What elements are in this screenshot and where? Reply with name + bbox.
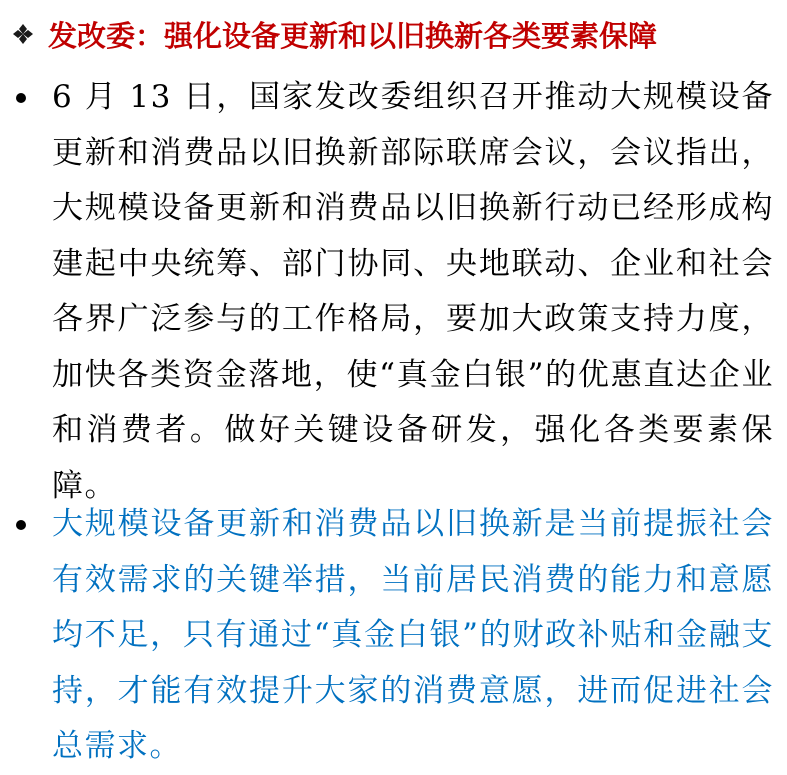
section-heading-title: 发改委：强化设备更新和以旧换新各类要素保障	[48, 18, 658, 53]
bullet-dot-icon	[16, 520, 26, 530]
bullet-text-analysis: 大规模设备更新和消费品以旧换新是当前提振社会有效需求的关键举措，当前居民消费的能力和意愿均不足，只有通过“真金白银”的财政补贴和金融支持，才能有效提升大家的消费意愿，进而促进社会总需求。	[52, 506, 774, 764]
section-heading	[12, 14, 657, 54]
bullet-dot-icon	[16, 93, 26, 103]
diamond-bullet-icon	[12, 23, 34, 45]
bullet-text-policy: 6 月 13 日，国家发改委组织召开推动大规模设备更新和消费品以旧换新部际联席会议，会议指出，大规模设备更新和消费品以旧换新行动已经形成构建起中央统筹、部门协同、央地联动、企业和社会各界广泛参与的工作格局，要加大政策支持力度，加快各类资金落地，使“真金白银”的优惠直达企业和消费者。做好关键设备研发，强化各类要素保障。	[52, 79, 774, 504]
